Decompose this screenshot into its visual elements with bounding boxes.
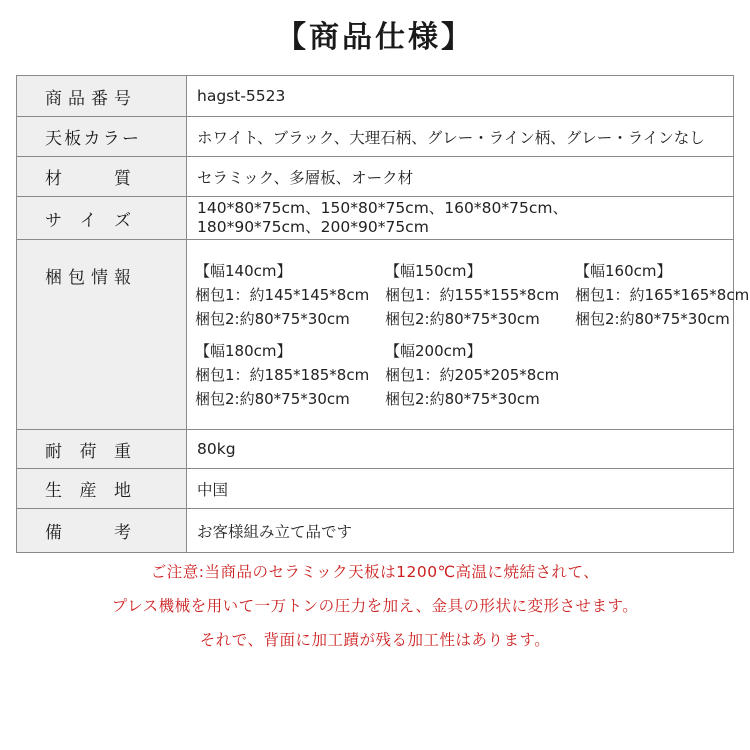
load-capacity-value: 80kg: [187, 430, 734, 469]
label-load-capacity: 耐 荷 重: [45, 441, 131, 462]
label-top-color: 天 板 カ ラ ー: [45, 129, 139, 149]
origin-value: 中国: [187, 469, 734, 509]
spec-row-top-color: [17, 117, 734, 157]
package-2-size: 梱包2:約80*75*30cm: [195, 389, 350, 408]
label-packaging: 梱 包 情 報: [45, 268, 131, 288]
package-2-size: 梱包2:約80*75*30cm: [385, 389, 540, 408]
caution-note-line-3: それで、背面に加工蹟が残る加工性はあります。: [199, 631, 551, 649]
package-2-size: 梱包2:約80*75*30cm: [385, 309, 540, 328]
page-title: 【商品仕様】: [276, 20, 474, 55]
package-item-160: [575, 259, 750, 331]
package-item-200: [385, 339, 575, 411]
material-value: セラミック、多層板、オーク材: [187, 157, 734, 197]
package-item-140: [195, 259, 385, 331]
remarks-value: お客様組み立て品です: [187, 509, 734, 553]
row-label: [17, 197, 187, 240]
packaging-grid: [195, 259, 750, 411]
package-item-150: [385, 259, 575, 331]
package-1-size: 梱包1：約145*145*8cm: [195, 285, 370, 304]
package-width: 【幅150cm】: [385, 261, 482, 280]
spec-row-material: [17, 157, 734, 197]
label-origin: 生 産 地: [45, 481, 131, 501]
package-width: 【幅180cm】: [195, 341, 292, 360]
package-item-180: [195, 339, 385, 411]
label-remarks: 備 考: [45, 523, 131, 543]
package-width: 【幅160cm】: [575, 261, 672, 280]
spec-row-packaging: [17, 240, 734, 430]
size-value: [187, 197, 734, 240]
spec-row-load-capacity: [17, 430, 734, 469]
product-number-value: hagst-5523: [187, 76, 734, 117]
package-1-size: 梱包1：約185*185*8cm: [195, 365, 370, 384]
row-label: [17, 509, 187, 553]
packaging-value: [187, 240, 750, 430]
top-color-value: ホワイト、ブラック、大理石柄、グレー・ライン柄、グレー・ラインなし: [187, 117, 734, 157]
spec-row-remarks: [17, 509, 734, 553]
label-product-number: 商 品 番 号: [45, 88, 131, 109]
caution-note-line-1: ご注意:当商品のセラミック天板は1200℃高温に焼結されて、: [150, 563, 600, 581]
spec-row-origin: [17, 469, 734, 509]
package-width: 【幅200cm】: [385, 341, 482, 360]
label-size: サ イ ズ: [45, 210, 131, 231]
spec-row-size: [17, 197, 734, 240]
spec-table: [16, 75, 750, 553]
size-line: 140*80*75cm、150*80*75cm、160*80*75cm、: [197, 199, 568, 217]
row-label: [17, 157, 187, 197]
spec-row-product-number: [17, 76, 734, 117]
package-1-size: 梱包1：約155*155*8cm: [385, 285, 560, 304]
row-label: [17, 76, 187, 117]
size-line: 180*90*75cm、200*90*75cm: [197, 218, 429, 236]
row-label: [17, 240, 187, 430]
row-label: [17, 430, 187, 469]
caution-note-line-2: プレス機械を用いて一万トンの圧力を加え、金具の形状に変形させます。: [111, 597, 639, 615]
package-1-size: 梱包1：約165*165*8cm: [575, 285, 750, 304]
package-1-size: 梱包1：約205*205*8cm: [385, 365, 560, 384]
row-label: [17, 117, 187, 157]
package-2-size: 梱包2:約80*75*30cm: [195, 309, 350, 328]
package-2-size: 梱包2:約80*75*30cm: [575, 309, 730, 328]
row-label: [17, 469, 187, 509]
label-material: 材 質: [45, 169, 131, 189]
package-width: 【幅140cm】: [195, 261, 292, 280]
